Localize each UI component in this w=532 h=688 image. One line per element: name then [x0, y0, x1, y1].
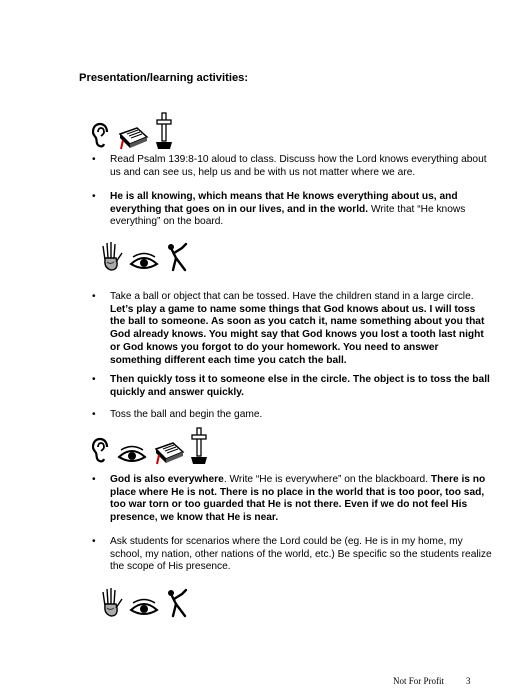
- list-item-text: [110, 536, 492, 574]
- list-item-text: [110, 154, 492, 179]
- text-run: Ask students for scenarios where the Lord could be (eg. He is in my home, my school, my nation, other nations of the world, etc.) Be specific so the students realize the scope of His presence.: [110, 536, 492, 573]
- text-run: Let’s play a game to name some things that God knows about us. I will toss the ball to someone. As soon as you catch it, name something about you that God already knows. You might say that God knows you lost a tooth last night or God knows you forgot to do your homework. You need to answer something different each time you catch the ball.: [110, 303, 485, 366]
- eye-icon: [129, 254, 160, 271]
- bible-icon: [117, 132, 150, 149]
- stretching-figure-icon: [165, 600, 190, 617]
- text-run: Read Psalm 139:8-10 aloud to class. Discuss how the Lord knows everything about us and can see us, help us and be with us not matter where we are.: [110, 154, 487, 178]
- icon-row-1: [92, 112, 174, 152]
- list-item: • Take a ball or object that can be tossed. Have the children stand in a large circle. Let’s play a game to name some things that God knows about us. I will toss the ball to someone. As soon as you catch it, name something about you that God already knows. You might say that God knows you lost a tooth last night or God knows you forgot to do your homework. You need to answer something different each time you catch the ball.: [92, 291, 492, 367]
- icon-row-2: [100, 240, 190, 280]
- page-number: 3: [466, 676, 471, 686]
- list-item-text: [110, 291, 492, 367]
- page-footer: [393, 676, 471, 686]
- icon-row-4: [100, 586, 190, 626]
- hand-icon: [100, 600, 125, 617]
- list-item: • Read Psalm 139:8-10 aloud to class. Discuss how the Lord knows everything about us and can see us, help us and be with us not matter where we are.: [92, 154, 492, 179]
- text-run: There is no place where He is not. There is no place in the world that is too poor, too sad, too war torn or too guarded that He is not there. Even if we do not feel His presence, we know that He is near.: [110, 474, 486, 524]
- list-item: • Ask students for scenarios where the Lord could be (eg. He is in my home, my school, my nation, other nations of the world, etc.) Be specific so the students realize the scope of His presence.: [92, 536, 492, 573]
- list-item-text: [110, 191, 492, 229]
- cross-icon: [190, 447, 209, 464]
- text-run: Then quickly toss it to someone else in the circle. The object is to toss the ball quickly and answer quickly.: [110, 374, 490, 398]
- text-run: God is also everywhere: [110, 474, 224, 485]
- hand-icon: [100, 254, 125, 271]
- list-item: • God is also everywhere. Write “He is everywhere” on the blackboard. There is no place where He is not. There is no place in the world that is too poor, too sad, too war torn or too guarded that He is not there. Even if we do not feel His presence, we know that He is near.: [92, 474, 492, 525]
- text-run: Toss the ball and begin the game.: [110, 409, 263, 420]
- section-heading: Presentation/learning activities:: [79, 72, 249, 84]
- text-run: Write that “He knows everything” on the board.: [110, 203, 466, 228]
- text-run: Take a ball or object that can be tossed. Have the children stand in a large circle.: [110, 291, 474, 302]
- icon-row-3: [92, 427, 209, 467]
- list-item-text: [110, 474, 492, 525]
- eye-icon: [129, 600, 160, 617]
- ear-icon: [92, 447, 113, 464]
- bible-icon: [153, 447, 186, 464]
- list-item: • Toss the ball and begin the game.: [92, 409, 492, 422]
- cross-icon: [155, 132, 174, 149]
- list-item: • He is all knowing, which means that He knows everything about us, and everything that goes on in our lives, and in the world. Write that “He knows everything” on the board.: [92, 191, 492, 229]
- footer-label: Not For Profit: [393, 676, 445, 686]
- text-run: He is all knowing, which means that He knows everything about us, and everything that goes on in our lives, and in the world.: [110, 191, 458, 215]
- ear-icon: [92, 132, 113, 149]
- text-run: . Write “He is everywhere” on the blackboard.: [223, 474, 431, 485]
- list-item-text: [110, 374, 492, 399]
- list-item-text: [110, 409, 492, 422]
- eye-icon: [117, 447, 148, 464]
- stretching-figure-icon: [165, 254, 190, 271]
- list-item: • Then quickly toss it to someone else in the circle. The object is to toss the ball quickly and answer quickly.: [92, 374, 492, 399]
